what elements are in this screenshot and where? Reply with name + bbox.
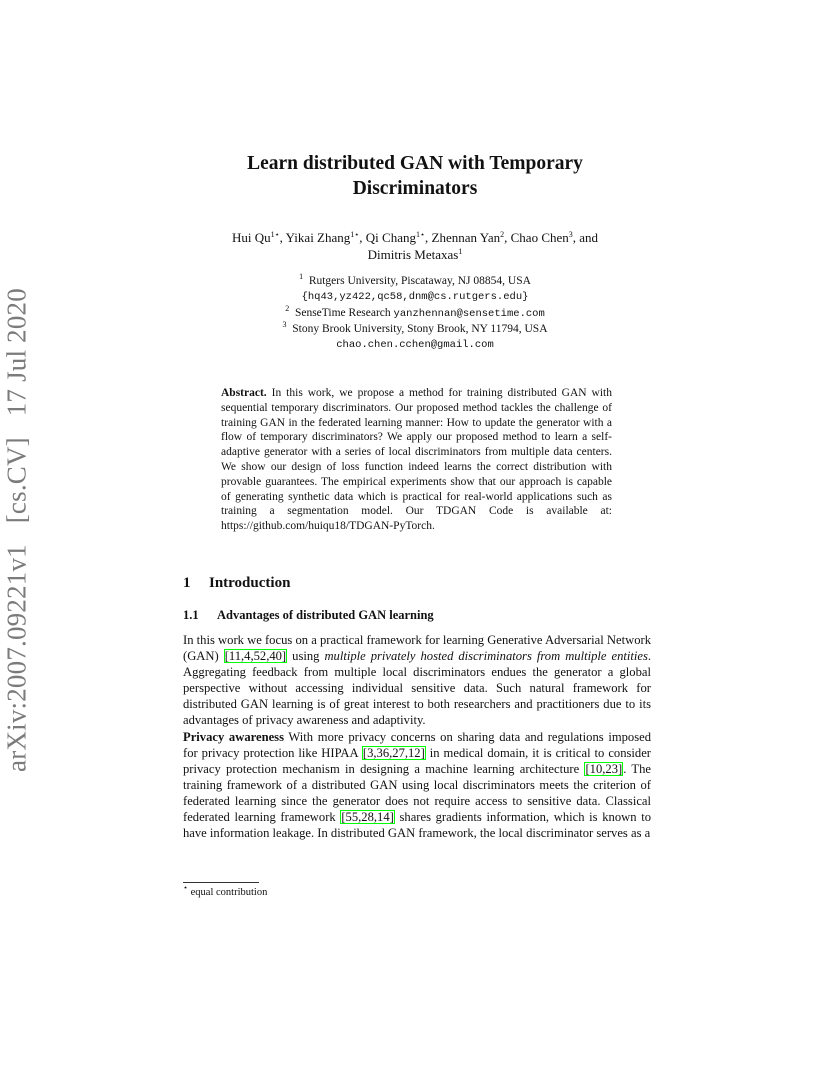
- aff2-email[interactable]: yanzhennan@sensetime.com: [393, 307, 545, 320]
- author-1: Hui Qu: [231, 230, 271, 245]
- footnote: [183, 883, 268, 898]
- para2-text-1: With more privacy concerns on sharing data and regulations imposed for privacy protection like HIPAA: [183, 729, 651, 760]
- para2-run-in-heading: Privacy awareness: [183, 729, 284, 744]
- title-line-2: Discriminators: [352, 178, 478, 199]
- arxiv-category: [cs.CV]: [1, 437, 32, 524]
- author-5: Chao Chen: [510, 230, 569, 245]
- section-heading: [183, 575, 290, 592]
- author-3-mark: 1⋆: [416, 230, 426, 239]
- arxiv-date: 17 Jul 2020: [1, 288, 32, 417]
- footnote-text: equal contribution: [190, 887, 268, 898]
- author-6: Dimitris Metaxas: [367, 247, 459, 262]
- paper-title: [180, 151, 650, 201]
- paragraph-1: [183, 632, 651, 729]
- author-1-mark: 1⋆: [270, 230, 280, 239]
- para2-text-4: shares gradients information, which is known to have information leakage. In distributed GAN framework, the local discriminator serves as a: [183, 810, 651, 841]
- author-6-mark: 1: [458, 247, 463, 256]
- abstract-text: In this work, we propose a method for training distributed GAN with sequential temporary discriminators. Our proposed method tackles the challenge of training GAN in the federated learning manner: How to update the generator with a flow of temporary discriminators? We apply our proposed method to learn a self-adaptive generator with a series of local discriminators from multiple data centers. We show our design of loss function indeed learns the correct distribution with provable guarantees. The empirical experiments show that our approach is capable of generating synthetic data which is practical for real-world applications such as training a segmentation model. Our TDGAN Code is available at: https://github.com/huiqu18/TDGAN-PyTorch.: [221, 387, 613, 533]
- body-text: [183, 632, 651, 841]
- author-4: Zhennan Yan: [431, 230, 501, 245]
- citation-link[interactable]: [3,36,27,12]: [362, 745, 425, 760]
- aff3-number: 3: [282, 319, 287, 329]
- author-5-mark: 3: [568, 230, 573, 239]
- footnote-mark: ⋆: [183, 883, 189, 892]
- aff1-email[interactable]: {hq43,yz422,qc58,dnm@cs.rutgers.edu}: [301, 291, 529, 304]
- aff1-name: Rutgers University, Piscataway, NJ 08854, USA: [308, 275, 531, 287]
- subsection-number: 1.1: [183, 608, 199, 622]
- author-2: Yikai Zhang: [285, 230, 351, 245]
- arxiv-id: arXiv:2007.09221v1: [1, 544, 32, 772]
- aff1-number: 1: [299, 272, 304, 281]
- para1-text-1: In this work we focus on a practical framework for learning Generative Adversarial Network (GAN): [183, 633, 651, 664]
- citation-link[interactable]: [11,4,52,40]: [224, 649, 287, 664]
- subsection-heading: [183, 608, 434, 623]
- abstract-label: Abstract.: [221, 387, 267, 399]
- aff3-email[interactable]: chao.chen.cchen@gmail.com: [336, 339, 494, 352]
- para1-text-3: . Aggregating feedback from multiple local discriminators endues the generator a global perspective without accessing individual sensitive data. Such natural framework for distributed GAN learning is of great interest to both researchers and practitioners due to its advantages of privacy awareness and adaptivity.: [183, 649, 652, 728]
- title-line-1: Learn distributed GAN with Temporary: [247, 153, 583, 174]
- section-title: Introduction: [209, 575, 291, 591]
- author-4-mark: 2: [500, 230, 505, 239]
- section-number: 1: [183, 575, 191, 591]
- aff2-name: SenseTime Research: [294, 306, 391, 319]
- author-2-mark: 1⋆: [350, 230, 360, 239]
- author-3: Qi Chang: [365, 230, 416, 245]
- paragraph-2: [183, 729, 651, 842]
- footnote-rule: [183, 882, 259, 883]
- affiliations: [180, 274, 650, 353]
- abstract: [221, 386, 612, 534]
- aff3-name: Stony Brook University, Stony Brook, NY 11794, USA: [292, 322, 548, 335]
- subsection-title: Advantages of distributed GAN learning: [217, 608, 434, 622]
- aff2-number: 2: [285, 303, 290, 313]
- para1-text-2: using: [287, 649, 325, 664]
- author-list: Hui $Qu^{1⋆}$, Yikai Zhang$^{1⋆}$, Qi Chang$^{1⋆}$, Zhennan Yan$^2$, Chao Chen$^3$, and Dimitris Metaxas$^1$: [231, 230, 599, 262]
- citation-link[interactable]: [10,23]: [585, 761, 623, 776]
- para2-text-3: . The training framework of a distributed GAN using local discriminators meets the criterion of federated learning since the generator does not require access to sensitive data. Classical federated learning framework: [183, 761, 651, 825]
- para1-emphasis: multiple privately hosted discriminators from multiple entities: [324, 649, 648, 664]
- citation-link[interactable]: [55,28,14]: [341, 810, 394, 825]
- para2-text-2: in medical domain, it is critical to consider privacy protection mechanism in designing a machine learning architecture: [183, 745, 651, 776]
- author-and: and: [579, 230, 599, 245]
